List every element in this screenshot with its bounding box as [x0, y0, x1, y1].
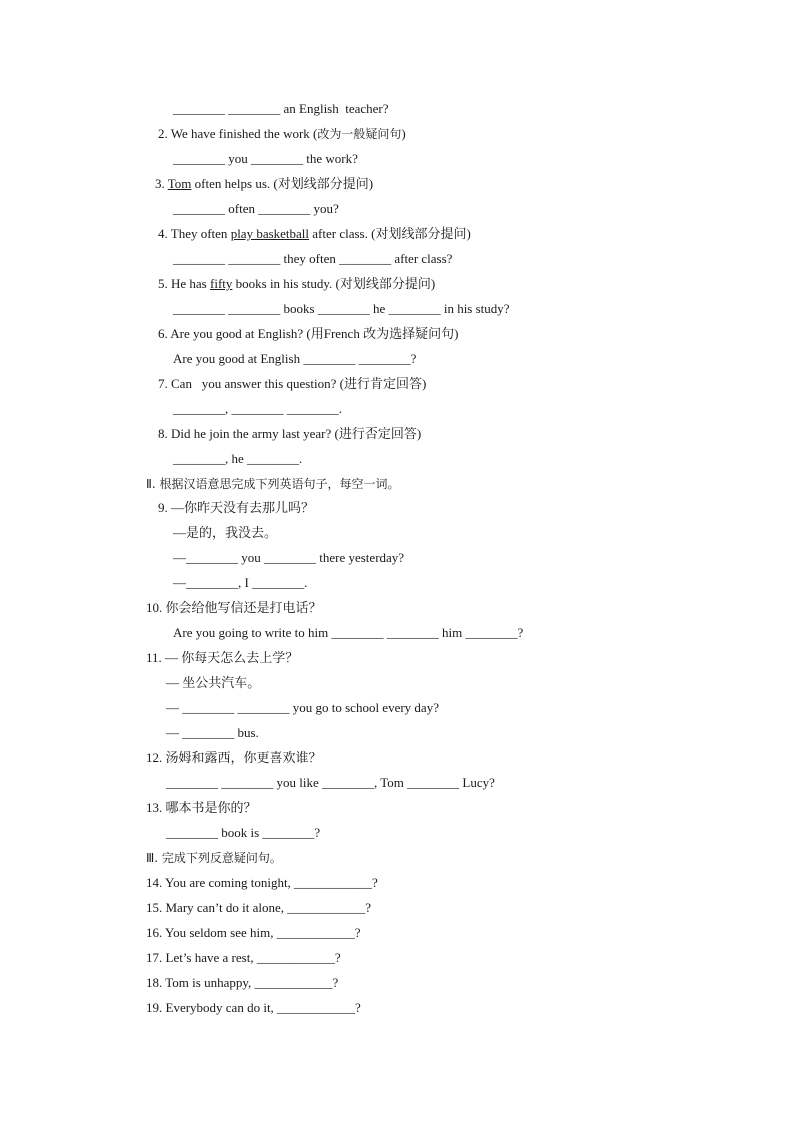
q11-answer-line-2: — ________ bus.: [166, 725, 259, 740]
q3-answer-line: ________ often ________ you?: [173, 201, 339, 216]
q15-line: 15. Mary can’t do it alone, ____________?: [146, 900, 372, 915]
q14-line: 14. You are coming tonight, ____________?: [146, 875, 378, 890]
q3-text: often helps us. (对划线部分提问): [191, 176, 374, 191]
q2-text: 2. We have finished the work (: [158, 126, 318, 141]
q1-answer-line: ________ ________ an English teacher?: [173, 101, 389, 116]
q12-answer-line: ________ ________ you like ________, Tom ________ Lucy?: [166, 775, 495, 790]
q3-underlined: Tom: [167, 176, 192, 191]
q6-answer-line: Are you good at English ________ ________?: [173, 351, 417, 366]
q13-prompt: 13. 哪本书是你的？: [146, 800, 257, 815]
q9-answer-line-2: —________, I ________.: [173, 575, 308, 590]
q5-text: 5. He has: [158, 276, 210, 291]
q3-number: 3.: [155, 176, 168, 191]
q12-prompt: 12. 汤姆和露西，你更喜欢谁？: [146, 750, 322, 765]
q3-prompt: [155, 176, 373, 192]
q4-answer-line: ________ ________ they often ________ after class?: [173, 251, 453, 266]
q7-answer-line: ________, ________ ________.: [173, 401, 342, 416]
q5-underlined: fifty: [210, 276, 233, 291]
q8-prompt: 8. Did he join the army last year? (进行否定回答): [158, 426, 422, 441]
q11-answer-line-1: — ________ ________ you go to school every day?: [166, 700, 439, 715]
q4-underlined: play basketball: [230, 226, 310, 241]
q10-answer-line: Are you going to write to him ________ ________ him ________?: [173, 625, 524, 640]
q2-prompt: [158, 126, 406, 142]
q5-text-end: books in his study. (对划线部分提问): [232, 276, 436, 291]
q17-line: 17. Let’s have a rest, ____________?: [146, 950, 341, 965]
section-3-heading: Ⅲ. 完成下列反意疑问句。: [146, 851, 282, 865]
q8-answer-line: ________, he ________.: [173, 451, 303, 466]
q10-prompt: 10. 你会给他写信还是打电话？: [146, 600, 322, 615]
q5-answer-line: ________ ________ books ________ he ________ in his study?: [173, 301, 510, 316]
q18-line: 18. Tom is unhappy, ____________?: [146, 975, 339, 990]
q2-answer-line: ________ you ________ the work?: [173, 151, 358, 166]
q4-text-end: after class. (对划线部分提问): [309, 226, 471, 241]
q9-answer-line-1: —________ you ________ there yesterday?: [173, 550, 405, 565]
q11-prompt: 11. — 你每天怎么去上学？: [146, 650, 299, 665]
q9-dialogue-a: —是的，我没去。: [173, 525, 278, 540]
q9-dialogue-q: 9. —你昨天没有去那儿吗？: [158, 500, 315, 515]
q7-prompt: 7. Can you answer this question? (进行肯定回答): [158, 376, 427, 391]
q5-prompt: [158, 276, 435, 292]
q11-answer-cn: — 坐公共汽车。: [166, 675, 261, 690]
q4-prompt: [158, 226, 471, 242]
q2-close-paren: ): [401, 126, 406, 141]
q4-text: 4. They often: [158, 226, 231, 241]
q13-answer-line: ________ book is ________?: [166, 825, 321, 840]
section-2-heading: Ⅱ. 根据汉语意思完成下列英语句子，每空一词。: [146, 477, 400, 491]
q2-instruction: 改为一般疑问句: [317, 127, 402, 141]
q16-line: 16. You seldom see him, ____________?: [146, 925, 361, 940]
q19-line: 19. Everybody can do it, ____________?: [146, 1000, 361, 1015]
q6-prompt: 6. Are you good at English? (用French 改为选择疑问句): [158, 326, 459, 341]
